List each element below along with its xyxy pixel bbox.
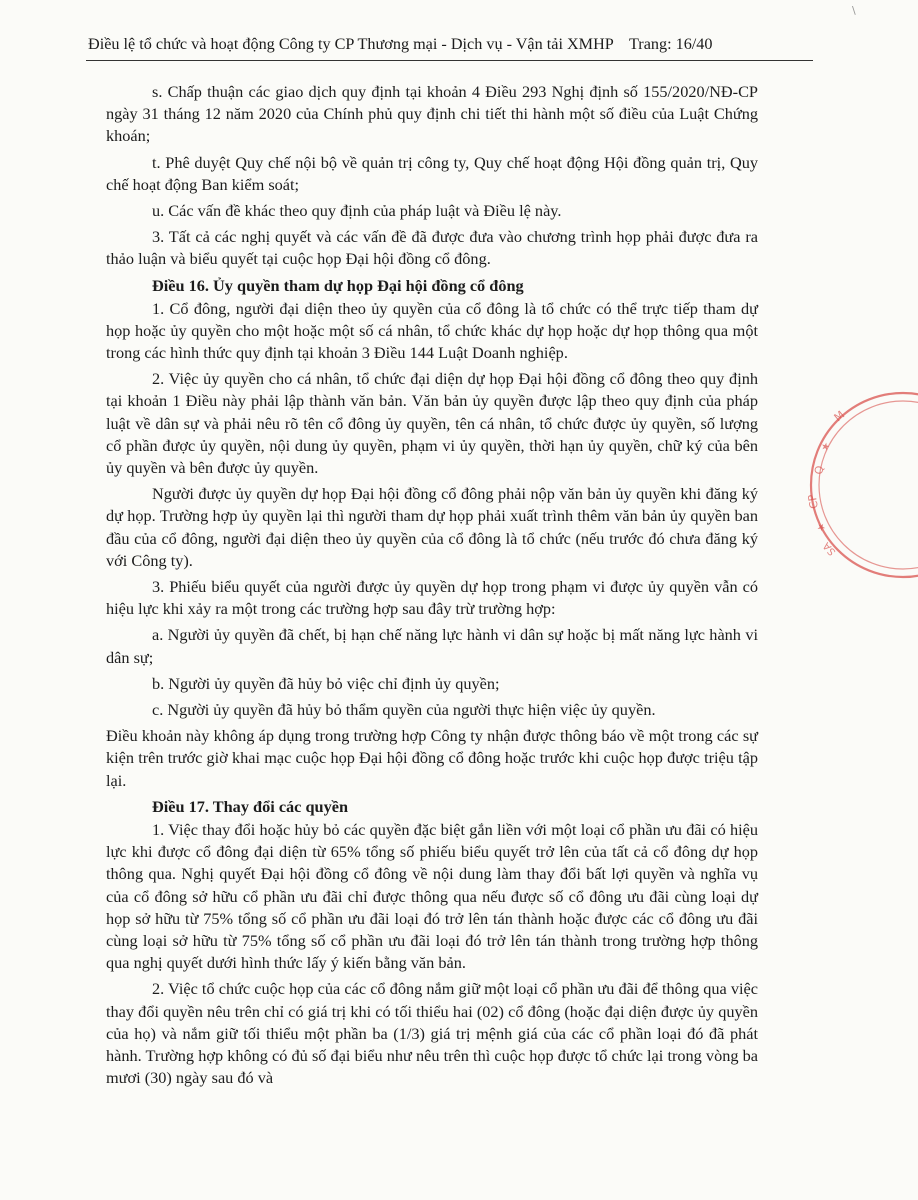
seal-text-1: M [831,408,848,425]
paragraph-t: t. Phê duyệt Quy chế nội bộ về quản trị công ty, Quy chế hoạt động Hội đồng quản trị, Quy chế hoạt động Ban kiểm soát; [106,152,758,194]
article-16-clause-2: 2. Việc ủy quyền cho cá nhân, tổ chức đại diện dự họp Đại hội đồng cổ đông theo quy định tại khoản 1 Điều này phải lập thành văn bản. Văn bản ủy quyền được lập theo quy định của pháp luật về dân sự và phải nêu rõ tên cổ đông ủy quyền, tên cá nhân, tổ chức được ủy quyền, số lượng cổ phần được ủy quyền, nội dung ủy quyền, phạm vi ủy quyền, thời hạn ủy quyền, chữ ký của bên ủy quyền và bên được ủy quyền. [106,369,758,478]
seal-text-6: SA [821,539,839,558]
header-divider [86,60,813,61]
seal-text-4: CP [805,493,821,510]
document-body [106,81,758,1093]
article-16-clause-2-cont: Người được ủy quyền dự họp Đại hội đồng cổ đông phải nộp văn bản ủy quyền khi đăng ký dự họp. Trường hợp ủy quyền lại thì người tham dự họp phải xuất trình thêm văn bản ủy quyền ban đầu của cổ đông, người đại diện theo ủy quyền của cổ đông là tổ chức (nếu trước đó chưa đăng ký với Công ty). [106,484,758,570]
seal-text-3: Q [812,464,827,476]
article-16-item-a: a. Người ủy quyền đã chết, bị hạn chế năng lực hành vi dân sự hoặc bị mất năng lực hành vi dân sự; [106,625,758,667]
article-16-item-b: b. Người ủy quyền đã hủy bỏ việc chỉ định ủy quyền; [152,673,500,693]
article-17-heading: Điều 17. Thay đổi các quyền [152,796,349,816]
article-16-clause-1: 1. Cổ đông, người đại diện theo ủy quyền của cổ đông là tổ chức có thể trực tiếp tham dự họp hoặc ủy quyền cho một hoặc một số cá nhân, tổ chức khác dự họp hoặc dự họp thông qua một trong các hình thức quy định tại khoản 3 Điều 144 Luật Doanh nghiệp. [106,298,758,363]
corner-mark: \ [852,4,856,17]
article-17-clause-2: 2. Việc tổ chức cuộc họp của các cổ đông nắm giữ một loại cổ phần ưu đãi để thông qua việc thay đổi quyền nêu trên chỉ có giá trị khi có tối thiểu hai (02) cổ đông (hoặc đại diện được ủy quyền của họ) và nắm giữ tối thiểu một phần ba (1/3) giá trị mệnh giá của các cổ phần loại đó đã phát hành. Trường hợp không có đủ số đại biểu như nêu trên thì cuộc họp được tổ chức lại trong vòng ba mươi (30) ngày sau đó và [106,979,758,1088]
article-17-clause-1: 1. Việc thay đổi hoặc hủy bỏ các quyền đặc biệt gắn liền với một loại cổ phần ưu đãi có hiệu lực khi được cổ đông đại diện từ 65% tổng số phiếu biểu quyết trở lên của tất cả cổ đông dự họp thông qua. Nghị quyết Đại hội đồng cổ đông về nội dung làm thay đổi bất lợi quyền và nghĩa vụ của cổ đông sở hữu cổ phần ưu đãi chỉ được thông qua nếu được số cổ đông ưu đãi cùng loại dự họp sở hữu từ 75% tổng số cổ phần ưu đãi loại đó trở lên tán thành hoặc được các cổ đông ưu đãi cùng loại sở hữu từ 75% tổng số cổ phần ưu đãi loại đó trở lên tán thành trong trường hợp thông qua nghị quyết dưới hình thức lấy ý kiến bằng văn bản. [106,819,758,973]
page-header [88,34,812,54]
company-seal-stamp [805,380,918,590]
seal-text-5: ★ [814,520,829,534]
seal-inner-ring [819,401,918,569]
seal-text-2: ★ [819,440,834,454]
header-title: Điều lệ tổ chức và hoạt động Công ty CP Thương mại - Dịch vụ - Vận tải XMHP [88,35,614,53]
article-16-item-c: c. Người ủy quyền đã hủy bỏ thẩm quyền của người thực hiện việc ủy quyền. [152,700,656,720]
paragraph-s: s. Chấp thuận các giao dịch quy định tại khoản 4 Điều 293 Nghị định số 155/2020/NĐ-CP ngày 31 tháng 12 năm 2020 của Chính phủ quy định chi tiết thi hành một số điều của Luật Chứng khoán; [106,82,758,146]
article-16-heading: Điều 16. Ủy quyền tham dự họp Đại hội đồng cổ đông [152,275,524,295]
article-16-clause-3: 3. Phiếu biểu quyết của người được ủy quyền dự họp trong phạm vi được ủy quyền vẫn có hiệu lực khi xảy ra một trong các trường hợp sau đây trừ trường hợp: [106,577,758,619]
header-page-number: Trang: 16/40 [628,35,713,53]
seal-outer-ring [811,393,918,577]
paragraph-3: 3. Tất cả các nghị quyết và các vấn đề đã được đưa vào chương trình họp phải được đưa ra thảo luận và biểu quyết tại cuộc họp Đại hội đồng cổ đông. [106,227,758,269]
article-16-exception: Điều khoản này không áp dụng trong trường hợp Công ty nhận được thông báo về một trong các sự kiện trên trước giờ khai mạc cuộc họp Đại hội đồng cổ đông hoặc trước khi cuộc họp được triệu tập lại. [106,726,758,790]
paragraph-u: u. Các vấn đề khác theo quy định của pháp luật và Điều lệ này. [152,201,562,221]
